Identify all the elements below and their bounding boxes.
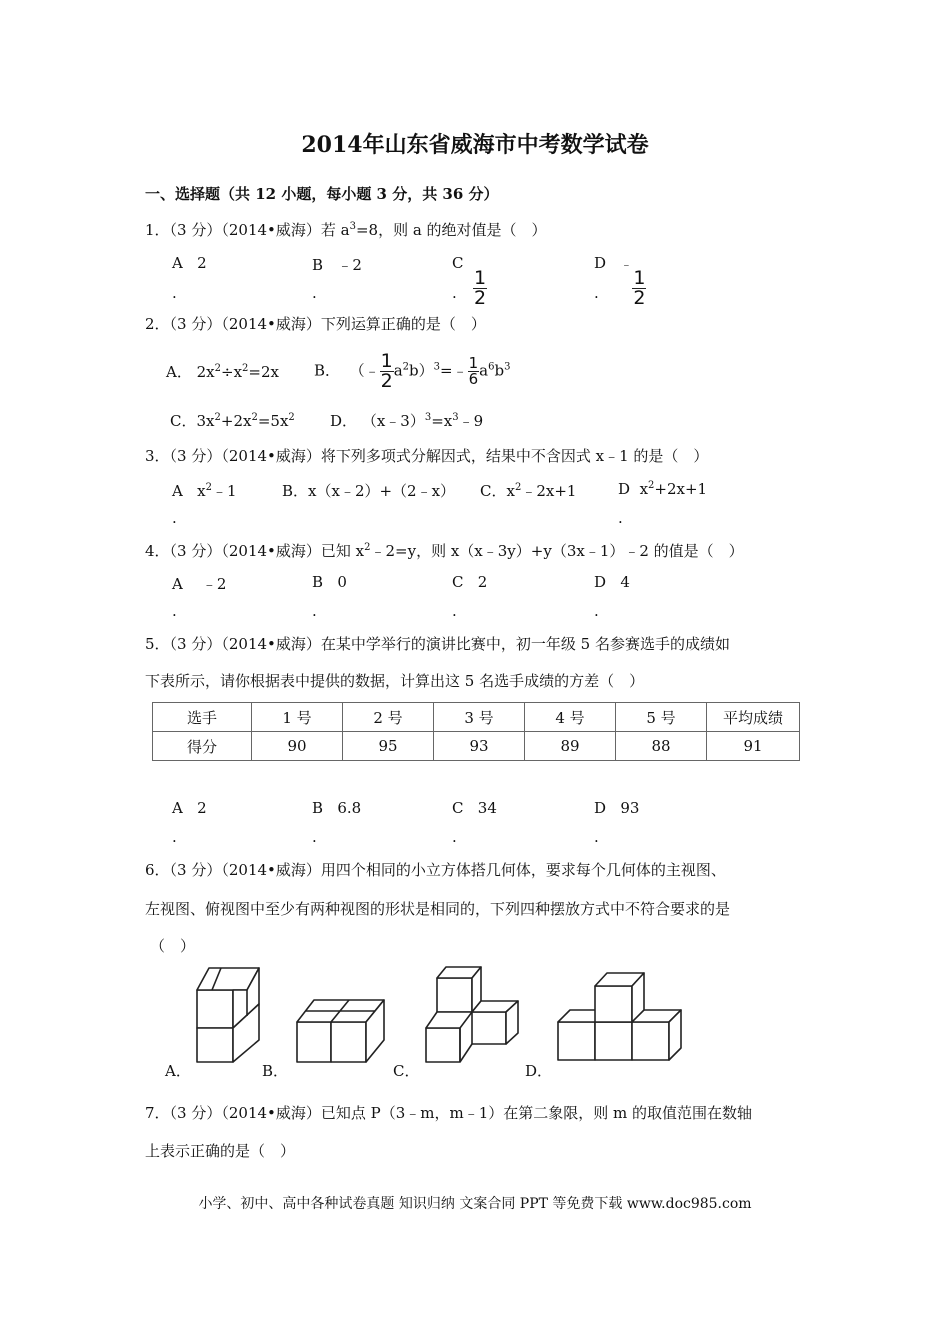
q5-option-a: A 2 — [172, 799, 207, 817]
question-5-stem-line2: 下表所示，请你根据表中提供的数据，计算出这 5 名选手成绩的方差（ ） — [145, 672, 645, 690]
q6-option-c: C． — [393, 1062, 420, 1080]
scores-table — [152, 702, 800, 761]
q4-option-b: B 0 — [312, 573, 347, 591]
q5-d-dot: . — [594, 828, 599, 846]
q5-c-dot: . — [452, 828, 457, 846]
q1-option-b: B ﹣2 — [312, 256, 362, 274]
q4-d-dot: . — [594, 602, 599, 620]
question-6-stem-line1: 6．（3 分）（2014•威海）用四个相同的小立方体搭几何体，要求每个几何体的主视图、 — [145, 861, 726, 879]
q3-option-b: B．x（x﹣2）+（2﹣x） — [282, 482, 456, 500]
cube-figure-a — [197, 968, 259, 1062]
q3-a-dot: . — [172, 509, 177, 527]
question-3-stem: 3．（3 分）（2014•威海）将下列多项式分解因式，结果中不含因式 x﹣1 的是（ ） — [145, 447, 709, 465]
table-cell: 得分 — [153, 732, 252, 761]
q4-a-dot: . — [172, 602, 177, 620]
table-header-cell: 平均成绩 — [707, 703, 800, 732]
q3-option-d: D $x^2+2x+1$ — [618, 480, 708, 498]
table-cell: 93 — [434, 732, 525, 761]
question-2-stem: 2．（3 分）（2014•威海）下列运算正确的是（ ） — [145, 315, 486, 333]
q3-option-a: A $x^2﹣1$ — [172, 482, 237, 500]
table-cell: 89 — [525, 732, 616, 761]
question-4-stem: 4．（3 分）（2014•威海）已知 $x^2﹣2=y$，则 x（x﹣3y）+y（3x﹣1）﹣2 的值是（ ） — [145, 542, 744, 560]
q1-b-dot: . — [312, 284, 317, 302]
q3-d-dot: . — [618, 509, 623, 527]
q5-a-dot: . — [172, 828, 177, 846]
q2-option-c: C．$3x^2+2x^2=5x^2$ — [170, 412, 295, 430]
table-header-cell: 2 号 — [343, 703, 434, 732]
table-header-cell: 3 号 — [434, 703, 525, 732]
q6-option-b: B． — [262, 1062, 289, 1080]
q1-d-dot: . — [594, 284, 599, 302]
q2-option-b: B． （﹣ $\frac{1}{2}$ $a^2b)^3=﹣$ $\frac{1}{6}$ $a^6b^3$ — [314, 350, 511, 392]
q1-a-dot: . — [172, 284, 177, 302]
q6-option-a: A． — [165, 1062, 191, 1080]
q4-option-a: A ﹣2 — [172, 575, 227, 593]
q5-option-d: D 93 — [594, 799, 640, 817]
q1-c-dot: . — [452, 284, 457, 302]
q5-b-dot: . — [312, 828, 317, 846]
q1-option-d: D ﹣ $\frac{1}{2}$ — [594, 254, 646, 309]
table-header-cell: 4 号 — [525, 703, 616, 732]
table-cell: 91 — [707, 732, 800, 761]
q6-option-d: D． — [525, 1062, 553, 1080]
table-header-cell: 5 号 — [616, 703, 707, 732]
q4-c-dot: . — [452, 602, 457, 620]
question-7-stem-line2: 上表示正确的是（ ） — [145, 1142, 296, 1160]
section-heading: 一、选择题（共 12 小题，每小题 3 分，共 36 分） — [145, 185, 499, 203]
question-6-stem-line2: 左视图、俯视图中至少有两种视图的形状是相同的，下列四种摆放方式中不符合要求的是 — [145, 900, 731, 918]
table-header-cell: 选手 — [153, 703, 252, 732]
q5-option-b: B 6.8 — [312, 799, 362, 817]
q4-option-c: C 2 — [452, 573, 488, 591]
question-7-stem-line1: 7．（3 分）（2014•威海）已知点 P（3﹣m，m﹣1）在第二象限，则 m 的取值范围在数轴 — [145, 1104, 753, 1122]
cube-figure-d — [558, 973, 681, 1060]
page-title: 2014年山东省威海市中考数学试卷 — [301, 132, 649, 158]
q5-option-c: C 34 — [452, 799, 497, 817]
cube-figure-c — [426, 967, 518, 1062]
footer-text: 小学、初中、高中各种试卷真题 知识归纳 文案合同 PPT 等免费下载 www.doc985.com — [198, 1196, 752, 1212]
cube-figure-b — [297, 1000, 384, 1062]
table-row — [153, 732, 800, 761]
table-cell: 95 — [343, 732, 434, 761]
question-5-stem-line1: 5．（3 分）（2014•威海）在某中学举行的演讲比赛中，初一年级 5 名参赛选手的成绩如 — [145, 635, 730, 653]
q1-option-a: A 2 — [172, 254, 207, 272]
question-1-stem: 1．（3 分）（2014•威海）若 $a^3=8$，则 a 的绝对值是（ ） — [145, 221, 547, 239]
q4-option-d: D 4 — [594, 573, 630, 591]
q4-b-dot: . — [312, 602, 317, 620]
table-header-row — [153, 703, 800, 732]
table-cell: 90 — [252, 732, 343, 761]
q2-option-a: A． $2x^2\div x^2=2x$ — [166, 363, 279, 381]
q1-option-c: C $\frac{1}{2}$ — [452, 254, 487, 309]
cube-figures — [150, 960, 690, 1070]
question-6-stem-line3: （ ） — [150, 937, 196, 955]
table-header-cell: 1 号 — [252, 703, 343, 732]
q2-option-d: D． $(x﹣3)^3=x^3﹣9$ — [330, 412, 484, 430]
table-cell: 88 — [616, 732, 707, 761]
q3-option-c: C．$x^2﹣2x+1$ — [480, 482, 577, 500]
